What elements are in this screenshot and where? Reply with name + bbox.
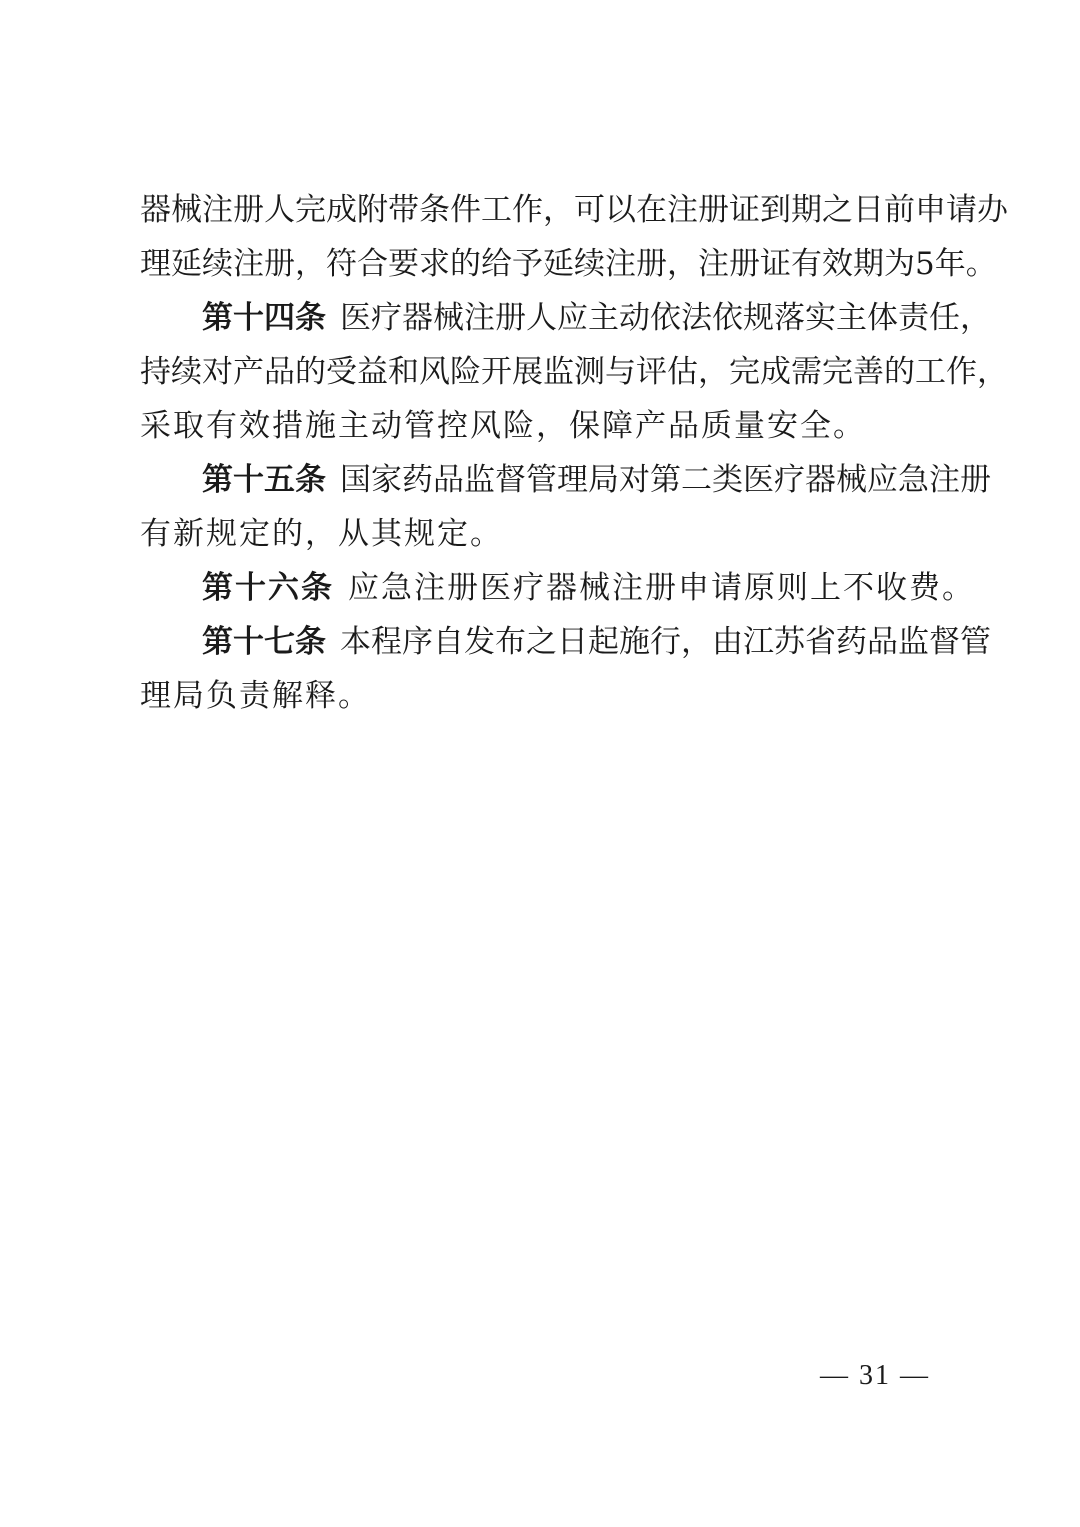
text-line: [140, 345, 1008, 399]
line-text: 器械注册人完成附带条件工作，可以在注册证到期之日前申请办: [140, 192, 1008, 228]
article-17-first-line: [140, 615, 991, 669]
article-15-first-line: [140, 453, 991, 507]
article-14-title: 第十四条: [202, 300, 326, 336]
line-text: 有新规定的，从其规定。: [140, 516, 503, 552]
text-line: [140, 669, 940, 723]
page-number: — 31 —: [820, 1360, 930, 1391]
text-line: [140, 183, 1008, 237]
article-16-line: [140, 561, 975, 615]
line-text: 应急注册医疗器械注册申请原则上不收费。: [348, 570, 975, 606]
text-line: [140, 507, 940, 561]
line-text: 理延续注册，符合要求的给予延续注册，注册证有效期为5年。: [140, 246, 997, 282]
article-14-first-line: [140, 291, 991, 345]
line-text: 采取有效措施主动管控风险，保障产品质量安全。: [140, 408, 866, 444]
text-line: [140, 237, 997, 291]
article-17-title: 第十七条: [202, 624, 326, 660]
line-text: 理局负责解释。: [140, 678, 371, 714]
article-15-title: 第十五条: [202, 462, 326, 498]
text-line: [140, 399, 940, 453]
line-text: 本程序自发布之日起施行，由江苏省药品监督管: [340, 624, 991, 660]
line-text: 国家药品监督管理局对第二类医疗器械应急注册: [340, 462, 991, 498]
line-text: 持续对产品的受益和风险开展监测与评估，完成需完善的工作，: [140, 354, 1008, 390]
document-body: [140, 183, 1008, 723]
line-text: 医疗器械注册人应主动依法依规落实主体责任，: [340, 300, 991, 336]
article-16-title: 第十六条: [202, 570, 334, 606]
